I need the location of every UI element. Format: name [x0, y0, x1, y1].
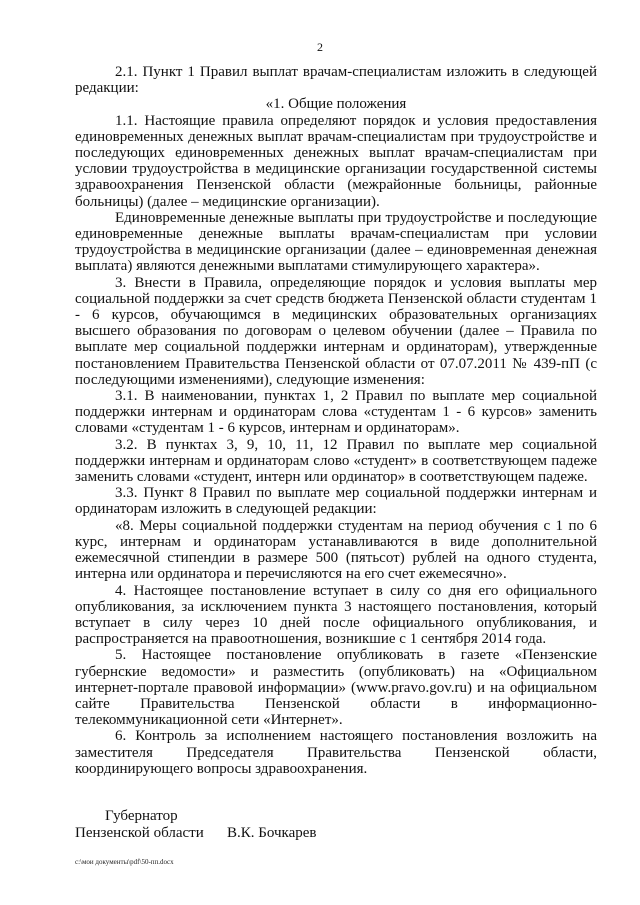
- paragraph-1-1: 1.1. Настоящие правила определяют порядок и условия предоставления единовременных денежных выплат врачам-специалистам при трудоустройстве и последующих единовременных денежных выплат врачам-специалистам при условии трудоустройства в медицинские организации государственной системы здравоохранения Пензенской области (межрайонные больницы, районные больницы) (далее – медицинские организации).: [75, 112, 597, 210]
- signature-row: [75, 824, 415, 842]
- paragraph-3-2: 3.2. В пунктах 3, 9, 10, 11, 12 Правил по выплате мер социальной поддержки интернам и ординаторам слово «студент» в соответствующем падеже заменить словами «студент, интерн или ординатор» в соответствующем падеже.: [75, 436, 597, 486]
- document-body: [75, 64, 597, 777]
- paragraph-6: 6. Контроль за исполнением настоящего постановления возложить на заместителя Председателя Правительства Пензенской области, координирующего вопросы здравоохранения.: [75, 728, 597, 777]
- paragraph-5: 5. Настоящее постановление опубликовать в газете «Пензенские губернские ведомости» и разместить (опубликовать) на «Официальном интернет-портале правовой информации» (www.pravo.gov.ru) и на официальном сайте Правительства Пензенской области в информационно-телекоммуникационной сети «Интернет».: [75, 647, 597, 729]
- signature-org: Пензенской области: [75, 825, 204, 841]
- section-heading: «1. Общие положения: [265, 96, 407, 113]
- paragraph-3: 3. Внести в Правила, определяющие порядок и условия выплаты мер социальной поддержки за счет средств бюджета Пензенской области студентам 1 - 6 курсов, обучающимся в медицинских образовательных организациях высшего образования по договорам о целевом обучении (далее – Правила по выплате мер социальной поддержки интернам и ординаторам), утвержденные постановлением Правительства Пензенской области от 07.07.2011 № 439-пП (с последующими изменениями), следующие изменения:: [75, 274, 597, 388]
- paragraph-8-quote: «8. Меры социальной поддержки студентам на период обучения с 1 по 6 курс, интернам и ординаторам устанавливаются в виде дополнительной ежемесячной стипендии в размере 500 (пятьсот) рублей на одного студента, интерна или ординатора и перечисляются на его счет ежемесячно».: [75, 517, 597, 583]
- paragraph-lump-sum: Единовременные денежные выплаты при трудоустройстве и последующие единовременные денежные выплаты врачам-специалистам при условии трудоустройства в медицинские организации (далее – единовременная денежная выплата) являются денежными выплатами стимулирующего характера».: [75, 209, 597, 275]
- paragraph-2-1: 2.1. Пункт 1 Правил выплат врачам-специалистам изложить в следующей редакции:: [75, 64, 597, 97]
- signature-title: Губернатор: [105, 808, 178, 824]
- paragraph-4: 4. Настоящее постановление вступает в силу со дня его официального опубликования, за исключением пункта 3 настоящего постановления, который вступает в силу через 10 дней после официального опубликования, и распространяется на правоотношения, возникшие с 1 сентября 2014 года.: [75, 582, 597, 648]
- paragraph-3-3: 3.3. Пункт 8 Правил по выплате мер социальной поддержки интернам и ординаторам изложить в следующей редакции:: [75, 485, 597, 518]
- paragraph-3-1: 3.1. В наименовании, пунктах 1, 2 Правил по выплате мер социальной поддержки интернам и ординаторам слова «студентам 1 - 6 курсов» заменить словами «студентам 1 - 6 курсов, интернам и ординаторам».: [75, 388, 597, 437]
- page-number: 2: [317, 40, 323, 54]
- signature-name: В.К. Бочкарев: [227, 825, 317, 841]
- file-path-footer: c:\мои документы\pdf\50-пп.docx: [75, 858, 174, 866]
